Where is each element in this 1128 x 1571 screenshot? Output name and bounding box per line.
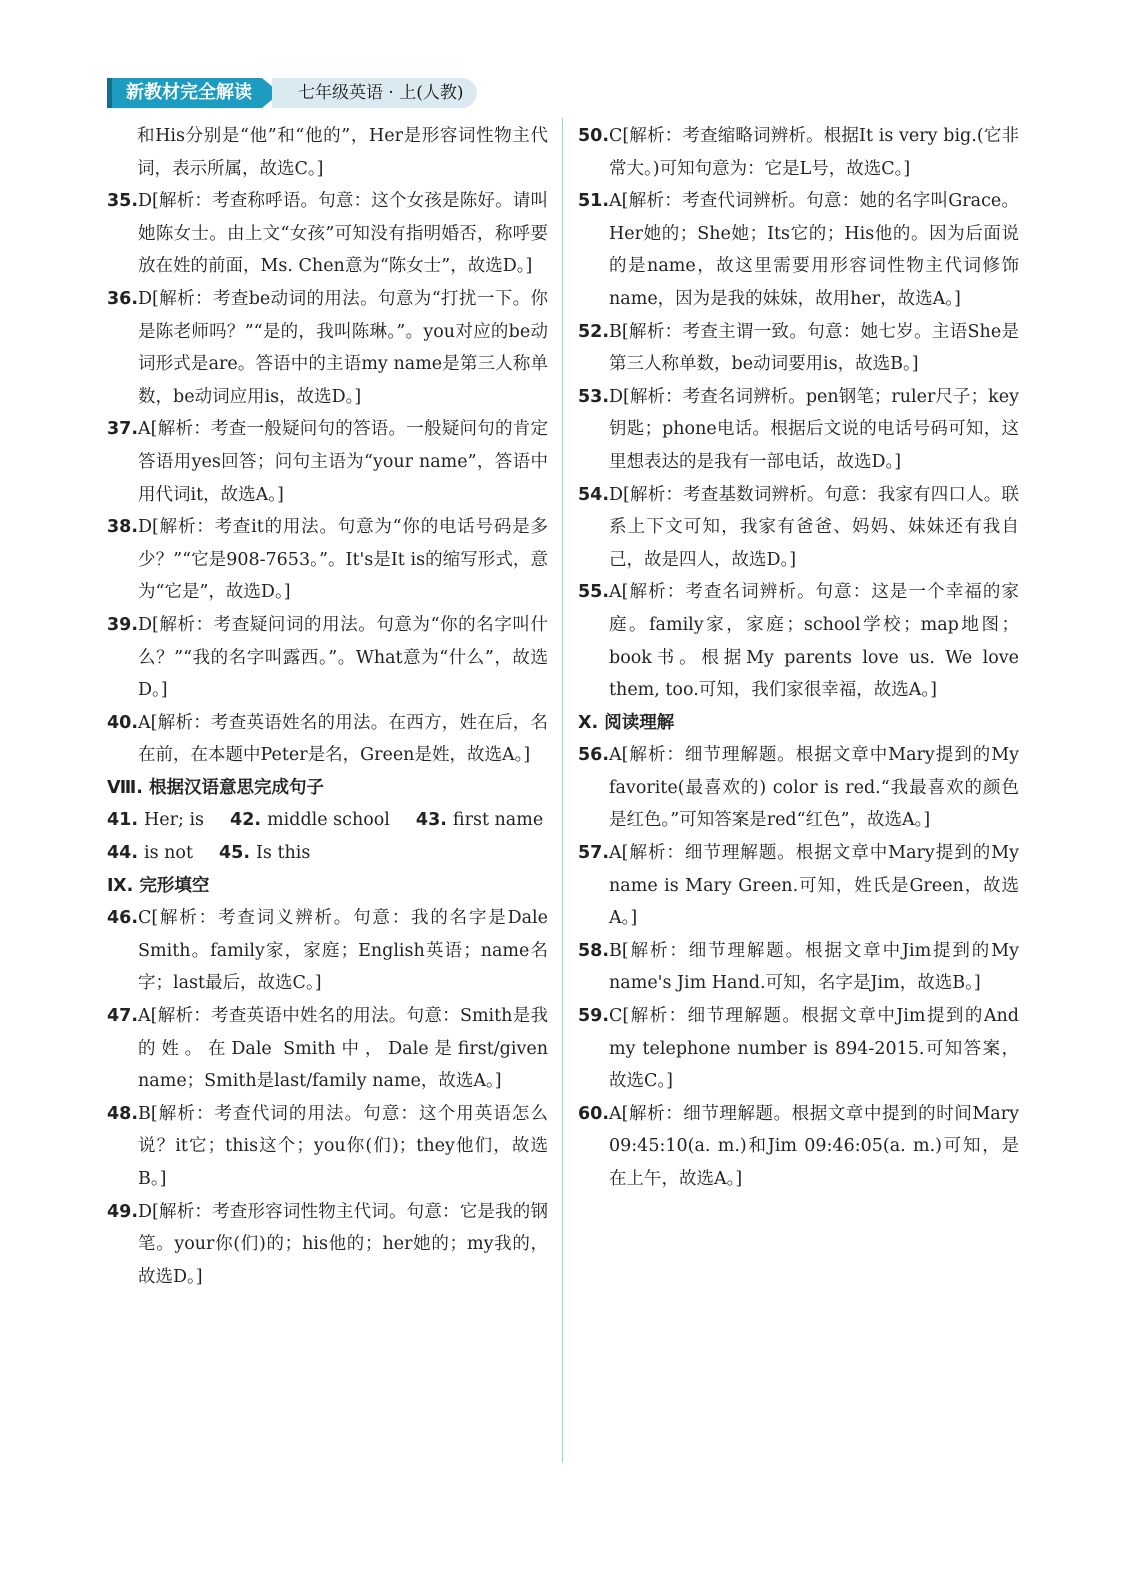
answer-item-59: [578, 1000, 1019, 1098]
answer-item-47: [107, 1000, 548, 1098]
answer-item-57: [578, 837, 1019, 935]
answer-item-54: [578, 479, 1019, 577]
answer-item-56: [578, 739, 1019, 837]
item-text: A[解析：细节理解题。根据文章中Mary提到的My favorite(最喜欢的) color is red.“我最喜欢的颜色是红色。”可知答案是red“红色”，故选A。]: [609, 745, 1019, 831]
item-number: 47.: [107, 1006, 139, 1027]
item-number: 46.: [107, 908, 139, 929]
item-number: 45.: [219, 843, 251, 864]
book-brand-label: 新教材完全解读: [107, 78, 262, 108]
item-number: 55.: [578, 582, 610, 603]
item-number: 42.: [230, 810, 262, 831]
column-divider: [562, 118, 563, 1463]
item-number: 58.: [578, 940, 610, 961]
subject-label: 七年级英语 · 上(人教): [272, 78, 477, 108]
item-text: A[解析：考查英语姓名的用法。在西方，姓在后，名在前，在本题中Peter是名，Green是姓，故选A。]: [138, 712, 548, 766]
item-text: D[解析：考查名词辨析。pen钢笔；ruler尺子；key钥匙；phone电话。根据后文说的电话号码可知，这里想表达的是我有一部电话，故选D。]: [609, 386, 1019, 472]
answer-item-51: [578, 185, 1019, 315]
item-number: 51.: [578, 191, 610, 212]
page-header: [107, 78, 477, 108]
continued-answer-34: 和His分别是“他”和“他的”，Her是形容词性物主代词，表示所属，故选C。]: [137, 126, 548, 179]
item-number: 54.: [578, 484, 610, 505]
fill-answer: first name: [452, 810, 544, 831]
item-number: 59.: [578, 1006, 610, 1027]
answer-item-53: [578, 381, 1019, 479]
item-text: A[解析：考查英语中姓名的用法。句意：Smith是我的姓。在Dale Smith中，Dale是first/given name；Smith是last/family name，故选A。]: [138, 1006, 548, 1092]
item-number: 56.: [578, 745, 610, 766]
item-number: 60.: [578, 1103, 610, 1124]
item-text: D[解析：考查疑问词的用法。句意为“你的名字叫什么？”“我的名字叫露西。”。What意为“什么”，故选D。]: [138, 614, 548, 701]
item-text: B[解析：考查主谓一致。句意：她七岁。主语She是第三人称单数，be动词要用is，故选B。]: [609, 321, 1019, 375]
item-number: 36.: [107, 288, 139, 309]
item-text: A[解析：考查一般疑问句的答语。一般疑问句的肯定答语用yes回答；问句主语为“your name”，答语中用代词it，故选A。]: [138, 419, 548, 505]
answer-item-52: [578, 316, 1019, 381]
item-number: 57.: [578, 843, 610, 864]
item-number: 39.: [107, 614, 139, 635]
item-number: 41.: [107, 810, 139, 831]
item-text: A[解析：细节理解题。根据文章中提到的时间Mary 09:45:10(a. m.)和Jim 09:46:05(a. m.)可知，是在上午，故选A。]: [609, 1103, 1019, 1189]
item-number: 43.: [415, 810, 447, 831]
answer-item-40: [107, 707, 548, 772]
item-number: 44.: [107, 843, 139, 864]
answer-item-60: [578, 1098, 1019, 1196]
item-text: C[解析：细节理解题。根据文章中Jim提到的And my telephone number is 894-2015.可知答案，故选C。]: [609, 1006, 1019, 1092]
right-column: [578, 120, 1019, 1196]
fill-answers-41-43: [107, 804, 548, 837]
item-text: D[解析：考查形容词性物主代词。句意：它是我的钢笔。your你(们)的；his他的；her她的；my我的，故选D。]: [138, 1201, 548, 1287]
answer-item-55: [578, 576, 1019, 706]
item-number: 52.: [578, 321, 610, 342]
answer-item-46: [107, 902, 548, 1000]
item-text: A[解析：细节理解题。根据文章中Mary提到的My name is Mary Green.可知，姓氏是Green，故选A。]: [609, 843, 1019, 929]
item-number: 50.: [578, 126, 610, 146]
section-heading-10: Ⅹ. 阅读理解: [578, 712, 675, 733]
answer-item-37: [107, 413, 548, 511]
fill-answer: Is this: [256, 843, 311, 864]
fill-answer: is not: [144, 843, 193, 864]
item-text: C[解析：考查缩略词辨析。根据It is very big.(它非常大。)可知句意为：它是L号，故选C。]: [609, 126, 1019, 179]
item-number: 35.: [107, 191, 139, 212]
answer-item-38: [107, 511, 548, 609]
item-number: 38.: [107, 517, 139, 538]
item-text: D[解析：考查it的用法。句意为“你的电话号码是多少？”“它是908-7653。”。It's是It is的缩写形式，意为“它是”，故选D。]: [138, 517, 548, 603]
fill-answer: middle school: [267, 810, 390, 831]
answer-item-58: [578, 935, 1019, 1000]
item-text: A[解析：考查名词辨析。句意：这是一个幸福的家庭。family家，家庭；school学校；map地图；book书。根据My parents love us. We love them, too.可知，我们家很幸福，故选A。]: [609, 582, 1019, 701]
answer-item-39: [107, 609, 548, 707]
answer-item-36: [107, 283, 548, 413]
item-number: 37.: [107, 419, 139, 440]
section-heading-9: Ⅸ. 完形填空: [107, 875, 210, 896]
answer-item-49: [107, 1196, 548, 1294]
item-text: D[解析：考查be动词的用法。句意为“打扰一下。你是陈老师吗？”“是的，我叫陈琳。”。you对应的be动词形式是are。答语中的主语my name是第三人称单数，be动词应用is，故选D。]: [138, 288, 548, 407]
item-number: 40.: [107, 712, 139, 733]
item-number: 53.: [578, 386, 610, 407]
item-text: B[解析：细节理解题。根据文章中Jim提到的My name's Jim Hand.可知，名字是Jim，故选B。]: [609, 940, 1019, 994]
fill-answer: Her; is: [144, 810, 205, 831]
item-number: 48.: [107, 1103, 139, 1124]
fill-answers-44-45: [107, 837, 548, 870]
item-text: C[解析：考查词义辨析。句意：我的名字是Dale Smith。family家，家庭；English英语；name名字；last最后，故选C。]: [138, 908, 548, 994]
item-text: B[解析：考查代词的用法。句意：这个用英语怎么说？it它；this这个；you你(们)；they他们，故选B。]: [138, 1103, 548, 1189]
item-number: 49.: [107, 1201, 139, 1222]
item-text: D[解析：考查称呼语。句意：这个女孩是陈好。请叫她陈女士。由上文“女孩”可知没有指明婚否，称呼要放在姓的前面，Ms. Chen意为“陈女士”，故选D。]: [138, 191, 548, 277]
answer-item-35: [107, 185, 548, 283]
item-text: A[解析：考查代词辨析。句意：她的名字叫Grace。Her她的；She她；Its它的；His他的。因为后面说的是name，故这里需要用形容词性物主代词修饰name，因为是我的妹妹，故用her，故选A。]: [609, 191, 1019, 309]
item-text: D[解析：考查基数词辨析。句意：我家有四口人。联系上下文可知，我家有爸爸、妈妈、妹妹还有我自己，故是四人，故选D。]: [609, 484, 1019, 570]
left-column: [107, 120, 548, 1293]
answer-item-48: [107, 1098, 548, 1196]
section-heading-8: Ⅷ. 根据汉语意思完成句子: [107, 777, 325, 798]
answer-item-50: [578, 120, 1019, 185]
